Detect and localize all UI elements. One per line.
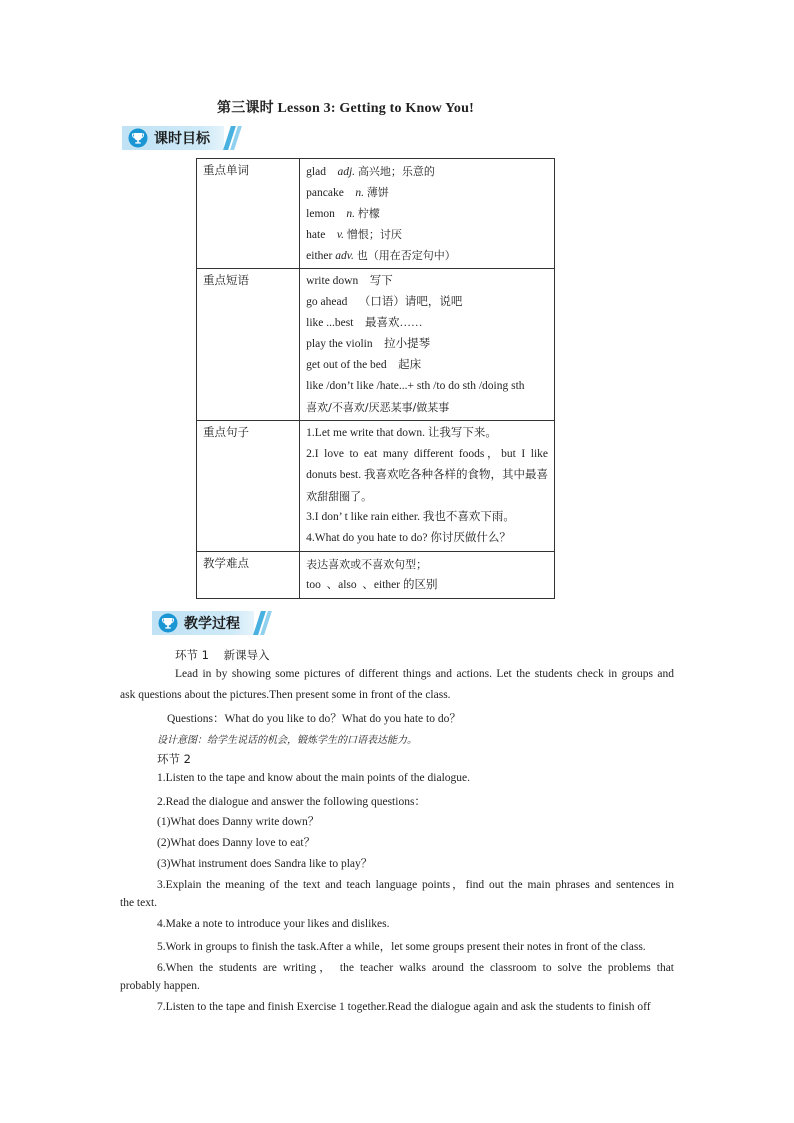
difficulty-cell (300, 552, 555, 599)
goals-banner (122, 126, 238, 150)
difficulty-line: too 、also 、either 的区别 (306, 579, 438, 591)
vocabulary-cell (300, 159, 555, 269)
body-line: 3.Explain the meaning of the text and teach language points，find out the main phrases and sentences in (157, 879, 674, 891)
sentence-line: 2.I love to eat many different foods，but I like (306, 448, 548, 460)
sentence-line: 欢甜甜圈了。 (306, 490, 373, 503)
row-label: 教学难点 (197, 552, 300, 599)
step-heading: 环节 2 (157, 752, 191, 766)
process-banner (152, 611, 268, 635)
table-row (197, 159, 555, 269)
goals-banner-label: 课时目标 (154, 131, 210, 147)
vocab-item: lemon n. 柠檬 (306, 207, 380, 220)
question-item: (1)What does Danny write down？ (157, 816, 320, 828)
table-row (197, 269, 555, 421)
body-line: ask questions about the pictures.Then present some in front of the class. (120, 689, 451, 701)
questions-line: Questions：What do you like to do？What do you hate to do？ (167, 713, 461, 725)
sentence-line: 4.What do you hate to do? 你讨厌做什么？ (306, 532, 511, 544)
table-row (197, 421, 555, 552)
sentence-line: donuts best. 我喜欢吃各种各样的食物，其中最喜 (306, 469, 548, 481)
difficulty-line: 表达喜欢或不喜欢句型； (306, 558, 428, 571)
phrase-item: like ...best 最喜欢…… (306, 317, 423, 329)
table-row (197, 552, 555, 599)
sentence-line: 1.Let me write that down. 让我写下来。 (306, 427, 497, 439)
body-line: Lead in by showing some pictures of different things and actions. Let the students check in groups and (175, 668, 674, 680)
phrase-item: like /don’t like /hate...+ sth /to do sth /doing sth (306, 380, 525, 392)
page-title: 第三课时 Lesson 3: Getting to Know You! (217, 101, 474, 116)
sentence-line: 3.I don’ t like rain either. 我也不喜欢下雨。 (306, 511, 515, 523)
body-line: 6.When the students are writing， the teacher walks around the classroom to solve the problems that (157, 962, 674, 974)
phrases-cell (300, 269, 555, 421)
sentences-cell (300, 421, 555, 552)
body-line: 5.Work in groups to finish the task.After a while，let some groups present their notes in front of the class. (157, 941, 646, 953)
row-label: 重点短语 (197, 269, 300, 421)
phrase-item: play the violin 拉小提琴 (306, 338, 431, 350)
process-banner-label: 教学过程 (184, 616, 240, 632)
trophy-icon (158, 613, 178, 633)
step-heading: 环节 1 新课导入 (175, 648, 270, 662)
phrase-item: get out of the bed 起床 (306, 359, 422, 371)
vocab-item: either adv. 也（用在否定句中） (306, 249, 456, 262)
design-intent: 设计意图：给学生说话的机会，锻炼学生的口语表达能力。 (157, 735, 417, 746)
phrase-item: 喜欢/不喜欢/厌恶某事/做某事 (306, 401, 450, 414)
body-line: 7.Listen to the tape and finish Exercise 1 together.Read the dialogue again and ask the students to finish off (157, 1001, 651, 1013)
row-label: 重点句子 (197, 421, 300, 552)
body-line: probably happen. (120, 980, 200, 992)
body-line: 1.Listen to the tape and know about the main points of the dialogue. (157, 772, 470, 784)
vocab-item: glad adj. 高兴地；乐意的 (306, 165, 435, 178)
vocab-item: hate v. 憎恨；讨厌 (306, 228, 402, 241)
question-item: (2)What does Danny love to eat？ (157, 837, 316, 849)
trophy-icon (128, 128, 148, 148)
body-line: the text. (120, 897, 158, 909)
row-label: 重点单词 (197, 159, 300, 269)
body-line: 2.Read the dialogue and answer the following questions： (157, 796, 426, 808)
goals-table (196, 158, 555, 599)
phrase-item: go ahead （口语）请吧，说吧 (306, 296, 463, 308)
question-item: (3)What instrument does Sandra like to play？ (157, 858, 373, 870)
vocab-item: pancake n. 薄饼 (306, 186, 389, 199)
phrase-item: write down 写下 (306, 275, 393, 287)
body-line: 4.Make a note to introduce your likes and dislikes. (157, 918, 390, 930)
